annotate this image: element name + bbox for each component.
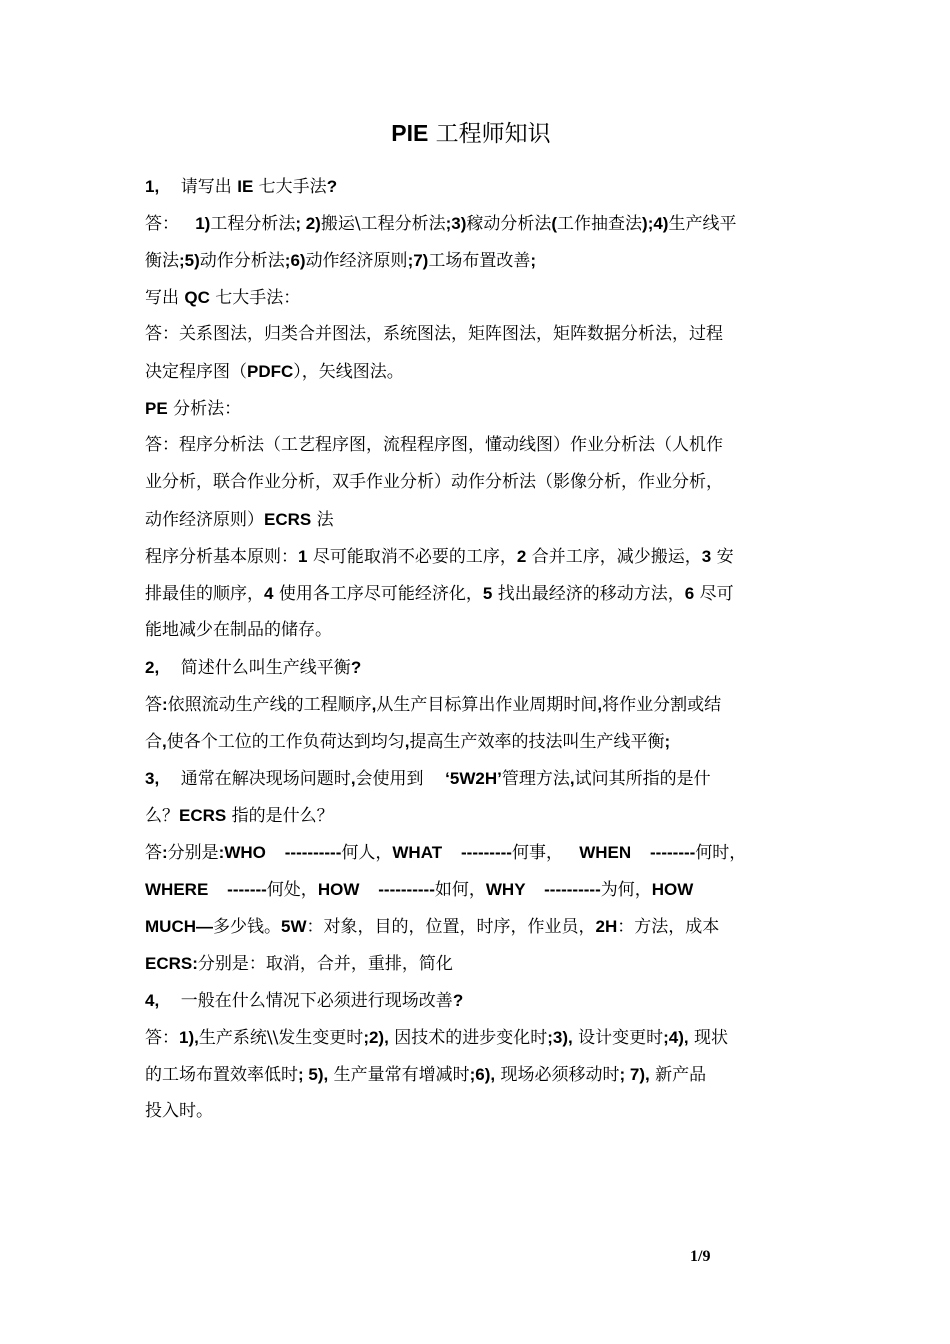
- body-text: [145, 168, 811, 1130]
- text-segment: 指的是什么？: [226, 806, 334, 826]
- bold-segment: 5: [482, 584, 493, 603]
- title-text: 工程师知识: [428, 121, 551, 147]
- text-segment: 请写出: [159, 177, 238, 197]
- text-segment: 七大手法：: [209, 288, 301, 308]
- bold-segment: :: [162, 843, 168, 862]
- bold-segment: );4): [642, 214, 669, 233]
- text-line: [145, 686, 811, 723]
- bold-segment: ECRS:: [145, 954, 198, 973]
- bold-segment: ;3),: [547, 1028, 573, 1047]
- bold-segment: :WHO ----------: [218, 843, 342, 862]
- text-line: [145, 205, 811, 242]
- text-segment: 能地减少在制品的储存。: [145, 620, 332, 640]
- text-segment: 动作经济原则）: [145, 510, 264, 530]
- text-segment: 的工场布置效率低时: [145, 1065, 298, 1085]
- text-segment: 新产品: [649, 1065, 707, 1085]
- text-line: [145, 834, 811, 871]
- bold-segment: ,: [597, 695, 603, 714]
- text-line: [145, 612, 811, 649]
- text-line: [145, 1093, 811, 1130]
- bold-segment: ,: [404, 732, 410, 751]
- text-line: [145, 649, 811, 686]
- text-segment: 分别是：取消，合并，重排，简化: [197, 954, 453, 974]
- text-segment: 设计变更时: [572, 1028, 664, 1048]
- bold-segment: ;5): [179, 251, 200, 270]
- text-line: [145, 279, 811, 316]
- bold-segment: 3,: [145, 769, 160, 788]
- text-segment: 搬运\工程分析法: [320, 214, 446, 234]
- text-segment: 何人，: [341, 843, 393, 863]
- text-segment: 动作分析法: [199, 251, 285, 271]
- text-line: [145, 538, 811, 575]
- bold-segment: :: [162, 695, 168, 714]
- text-segment: 多少钱。: [213, 917, 281, 937]
- page-title: [0, 116, 942, 151]
- text-segment: 排最佳的顺序，: [145, 584, 264, 604]
- text-segment: 工程分析法: [210, 214, 296, 234]
- bold-segment: ECRS: [264, 510, 312, 529]
- bold-segment: WHERE -------: [145, 880, 267, 899]
- text-line: [145, 242, 811, 279]
- text-segment: 答：关系图法，归类合并图法，系统图法，矩阵图法，矩阵数据分析法，过程: [145, 324, 723, 344]
- bold-segment: 4: [264, 584, 274, 603]
- text-segment: 生产量常有增减时: [328, 1065, 470, 1085]
- text-segment: 安: [711, 547, 734, 567]
- text-segment: 尽可: [694, 584, 734, 604]
- bold-segment: HOW ----------: [317, 880, 435, 899]
- text-line: [145, 1019, 811, 1056]
- bold-segment: ;6): [284, 251, 306, 270]
- text-segment: 分别是: [167, 843, 219, 863]
- bold-segment: ;2),: [363, 1028, 389, 1047]
- text-segment: 何事，: [511, 843, 580, 863]
- title-latin: PIE: [391, 120, 429, 146]
- text-segment: 从生产目标算出作业周期时间: [376, 695, 598, 715]
- text-line: [145, 723, 811, 760]
- text-segment: 为何，: [600, 880, 652, 900]
- bold-segment: ;4),: [663, 1028, 689, 1047]
- text-segment: 程序分析基本原则：: [145, 547, 298, 567]
- text-segment: 何处，: [266, 880, 318, 900]
- text-segment: 业分析，联合作业分析，双手作业分析）动作分析法（影像分析，作业分析，: [145, 472, 723, 492]
- bold-segment: 1),: [179, 1028, 199, 1047]
- text-segment: 试问其所指的是什: [574, 769, 711, 789]
- bold-segment: ,: [569, 769, 575, 788]
- text-segment: 通常在解决现场问题时: [159, 769, 351, 789]
- bold-segment: 1): [195, 214, 211, 233]
- text-segment: 法: [311, 510, 334, 530]
- text-segment: ），矢线图法。: [293, 362, 404, 382]
- text-segment: 提高生产效率的技法叫生产线平衡: [409, 732, 665, 752]
- text-segment: 现状: [688, 1028, 729, 1048]
- bold-segment: ‘5W2H’: [445, 769, 502, 788]
- text-segment: 生产线平: [668, 214, 737, 234]
- text-segment: 找出最经济的移动方法，: [492, 584, 685, 604]
- bold-segment: 3: [701, 547, 712, 566]
- bold-segment: ECRS: [179, 806, 227, 825]
- text-segment: 答: [145, 695, 162, 715]
- text-segment: 决定程序图（: [145, 362, 247, 382]
- text-segment: 合: [145, 732, 162, 752]
- text-line: [145, 945, 811, 982]
- text-line: [145, 908, 811, 945]
- text-segment: 因技术的进步变化时: [388, 1028, 548, 1048]
- text-segment: 将作业分割或结: [602, 695, 722, 715]
- bold-segment: ?: [326, 177, 338, 196]
- text-line: [145, 316, 811, 353]
- text-segment: 使用各工序尽可能经济化，: [273, 584, 483, 604]
- text-segment: 衡法: [145, 251, 179, 271]
- text-line: [145, 427, 811, 464]
- bold-segment: 1,: [145, 177, 160, 196]
- bold-segment: ; 5),: [298, 1065, 329, 1084]
- text-segment: 管理方法: [501, 769, 570, 789]
- bold-segment: (: [551, 214, 558, 233]
- bold-segment: ?: [350, 658, 362, 677]
- text-segment: 答：: [145, 1028, 179, 1048]
- text-line: [145, 1056, 811, 1093]
- text-line: [145, 168, 811, 205]
- bold-segment: 2H: [595, 917, 618, 936]
- text-segment: 工场布置改善: [428, 251, 531, 271]
- text-line: [145, 760, 811, 797]
- text-line: [145, 501, 811, 538]
- bold-segment: 5W: [281, 917, 307, 936]
- text-segment: 现场必须移动时: [495, 1065, 620, 1085]
- text-line: [145, 982, 811, 1019]
- text-segment: 生产系统\\发生变更时: [198, 1028, 364, 1048]
- bold-segment: ;3): [445, 214, 467, 233]
- text-segment: 何时，: [695, 843, 747, 863]
- bold-segment: 2: [516, 547, 527, 566]
- bold-segment: ;6),: [469, 1065, 496, 1084]
- text-segment: 么？: [145, 806, 179, 826]
- bold-segment: ;: [664, 732, 671, 751]
- bold-segment: 4,: [145, 991, 160, 1010]
- text-segment: 合并工序，减少搬运，: [526, 547, 702, 567]
- bold-segment: 2,: [145, 658, 160, 677]
- text-segment: ：对象，目的，位置，时序，作业员，: [306, 917, 596, 937]
- bold-segment: ?: [452, 991, 464, 1010]
- text-segment: 写出: [145, 288, 185, 308]
- bold-segment: PE: [145, 399, 168, 418]
- text-line: [145, 353, 811, 390]
- text-segment: 答: [145, 843, 162, 863]
- text-line: [145, 390, 811, 427]
- text-segment: 使各个工位的工作负荷达到均匀: [166, 732, 405, 752]
- bold-segment: ,: [162, 732, 167, 751]
- text-segment: 如何，: [434, 880, 486, 900]
- text-segment: 分析法：: [167, 399, 242, 419]
- bold-segment: ; 7),: [619, 1065, 650, 1084]
- bold-segment: ;7): [407, 251, 429, 270]
- page-number: 1/9: [690, 1248, 711, 1265]
- text-segment: 动作经济原则: [305, 251, 408, 271]
- text-segment: 答：程序分析法（工艺程序图，流程程序图，懂动线图）作业分析法（人机作: [145, 435, 723, 455]
- bold-segment: MUCH—: [145, 917, 213, 936]
- text-segment: 一般在什么情况下必须进行现场改善: [159, 991, 453, 1011]
- bold-segment: ;: [530, 251, 537, 270]
- bold-segment: IE: [237, 177, 254, 196]
- bold-segment: WHY ----------: [485, 880, 601, 899]
- bold-segment: ,: [371, 695, 377, 714]
- text-segment: 稼动分析法: [466, 214, 552, 234]
- text-line: [145, 575, 811, 612]
- text-segment: 工作抽查法: [557, 214, 643, 234]
- bold-segment: ,: [350, 769, 356, 788]
- bold-segment: HOW: [651, 880, 694, 899]
- text-segment: 会使用到: [355, 769, 446, 789]
- text-segment: 投入时。: [145, 1101, 213, 1121]
- text-segment: ：方法，成本: [617, 917, 720, 937]
- text-line: [145, 464, 811, 501]
- bold-segment: WHEN --------: [579, 843, 696, 862]
- text-segment: 答：: [145, 214, 196, 234]
- text-line: [145, 797, 811, 834]
- text-segment: 简述什么叫生产线平衡: [159, 658, 351, 678]
- text-segment: 尽可能取消不必要的工序，: [307, 547, 517, 567]
- bold-segment: 6: [684, 584, 695, 603]
- bold-segment: ; 2): [295, 214, 321, 233]
- text-segment: 七大手法: [253, 177, 327, 197]
- text-line: [145, 871, 811, 908]
- text-segment: 依照流动生产线的工程顺序: [167, 695, 372, 715]
- bold-segment: PDFC: [247, 362, 294, 381]
- bold-segment: WHAT ---------: [392, 843, 512, 862]
- bold-segment: QC: [184, 288, 210, 307]
- bold-segment: 1: [298, 547, 308, 566]
